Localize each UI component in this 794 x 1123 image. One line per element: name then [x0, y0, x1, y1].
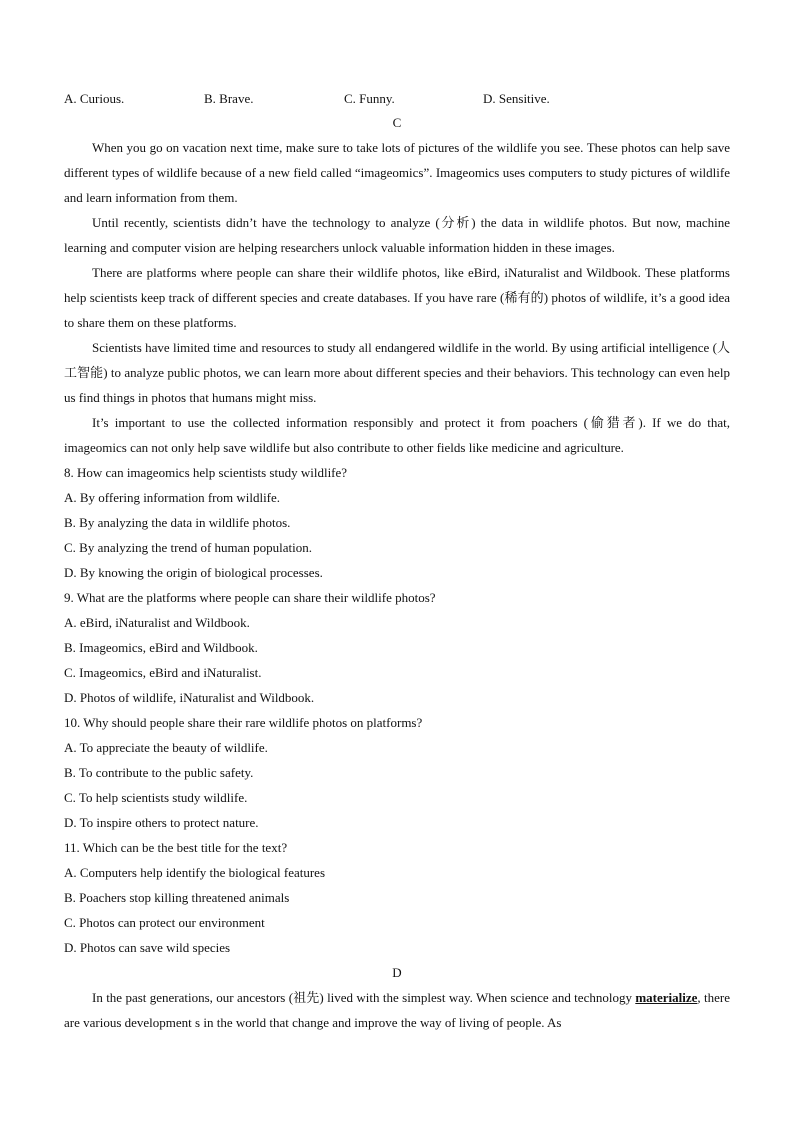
answer-option[interactable]: B. By analyzing the data in wildlife photos.: [64, 515, 291, 530]
section-heading-c: C: [392, 115, 402, 130]
answer-option[interactable]: A. To appreciate the beauty of wildlife.: [64, 740, 268, 755]
passage-d-text-before: In the past generations, our ancestors (祖先) lived with the simplest way. When science and technology: [92, 990, 636, 1005]
previous-question-options: [64, 88, 730, 110]
question-8: [64, 460, 730, 585]
answer-option[interactable]: B. Imageomics, eBird and Wildbook.: [64, 640, 258, 655]
question-stem: 9. What are the platforms where people can share their wildlife photos?: [64, 590, 436, 605]
answer-option[interactable]: D. Photos of wildlife, iNaturalist and Wildbook.: [64, 690, 315, 705]
passage-d-intro: [64, 985, 730, 1035]
passage-d-text-after: , there are various development s in the world that change and improve the way of living of people. As: [64, 990, 730, 1030]
passage-c: [64, 135, 730, 460]
answer-option[interactable]: C. To help scientists study wildlife.: [64, 790, 248, 805]
question-10: [64, 710, 730, 835]
answer-option[interactable]: A. By offering information from wildlife.: [64, 490, 281, 505]
vocabulary-word: materialize: [635, 990, 698, 1005]
question-9: [64, 585, 730, 710]
answer-option[interactable]: B. To contribute to the public safety.: [64, 765, 254, 780]
answer-option[interactable]: A. Computers help identify the biological features: [64, 865, 326, 880]
option-c[interactable]: C. Funny.: [344, 91, 395, 106]
answer-option[interactable]: D. To inspire others to protect nature.: [64, 815, 259, 830]
answer-option[interactable]: C. Imageomics, eBird and iNaturalist.: [64, 665, 262, 680]
option-b[interactable]: B. Brave.: [204, 91, 254, 106]
answer-option[interactable]: C. By analyzing the trend of human population.: [64, 540, 313, 555]
question-stem: 11. Which can be the best title for the text?: [64, 840, 288, 855]
section-heading-d: D: [392, 965, 402, 980]
passage-paragraph: When you go on vacation next time, make sure to take lots of pictures of the wildlife you see. These photos can help save different types of wildlife because of a new field called “imageomics”. Imageomics uses computers to study pictures of wildlife and learn information from them.: [64, 140, 730, 205]
document-page: [64, 88, 730, 1035]
answer-option[interactable]: B. Poachers stop killing threatened animals: [64, 890, 290, 905]
option-a[interactable]: A. Curious.: [64, 91, 125, 106]
passage-paragraph: It’s important to use the collected information responsibly and protect it from poachers (偷猎者). If we do that, imageomics can not only help save wildlife but also contribute to other fields like medicine and agriculture.: [64, 415, 730, 455]
answer-option[interactable]: D. By knowing the origin of biological processes.: [64, 565, 323, 580]
passage-paragraph: Until recently, scientists didn’t have the technology to analyze (分析) the data in wildlife photos. But now, machine learning and computer vision are helping researchers unlock valuable information hidden in these images.: [64, 215, 730, 255]
question-stem: 8. How can imageomics help scientists study wildlife?: [64, 465, 348, 480]
answer-option[interactable]: A. eBird, iNaturalist and Wildbook.: [64, 615, 250, 630]
question-11: [64, 835, 730, 960]
passage-paragraph: Scientists have limited time and resources to study all endangered wildlife in the world. By using artificial intelligence (人工智能) to analyze public photos, we can learn more about different species and their behaviors. This technology can even help us find things in photos that humans might miss.: [64, 340, 730, 405]
answer-option[interactable]: C. Photos can protect our environment: [64, 915, 265, 930]
option-d[interactable]: D. Sensitive.: [483, 91, 550, 106]
answer-option[interactable]: D. Photos can save wild species: [64, 940, 231, 955]
passage-paragraph: There are platforms where people can share their wildlife photos, like eBird, iNaturalist and Wildbook. These platforms help scientists keep track of different species and create databases. If you have rare (稀有的) photos of wildlife, it’s a good idea to share them on these platforms.: [64, 265, 730, 330]
question-stem: 10. Why should people share their rare wildlife photos on platforms?: [64, 715, 423, 730]
